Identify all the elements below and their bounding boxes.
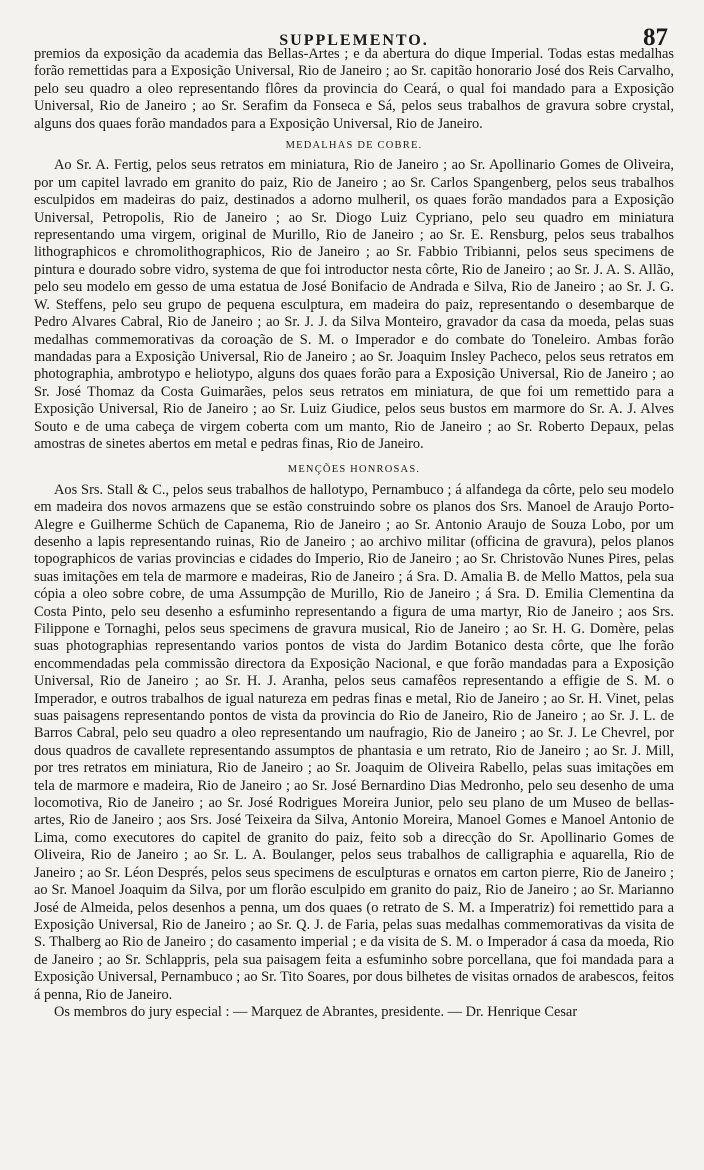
paragraph-copper-medals: Ao Sr. A. Fertig, pelos seus retratos em miniatura, Rio de Janeiro ; ao Sr. Apollinario Gomes de Oliveira, por um capitel lavrado em granito do paiz, Rio de Janeiro ; ao Sr. Carlos Spangenberg, pelos seus trabalhos esculpidos em madeiras do paiz, destinados a adorno mulheril, os quaes forão mandados para a Exposição Universal, Petropolis, Rio de Janeiro ; ao Sr. Diogo Luiz Cypriano, pelo seu quadro em miniatura representando uma virgem, original de Murillo, Rio de Janeiro ; ao Sr. E. Rensburg, pelos seus trabalhos lithographicos e chromolithographicos, Rio de Janeiro ; ao Sr. Fabbio Tribianni, pelos seus specimens de pintura e dourado sobre vidro, systema de que foi introductor nesta côrte, Rio de Janeiro ; ao Sr. J. A. S. Allão, pelo seu modelo em gesso de uma estatua de José Bonifacio de Andrada e Silva, Rio de Janeiro ; ao Sr. J. G. W. Steffens, pelo seu grupo de pequena esculptura, em madeira do paiz, representando o desembarque de Pedro Alvares Cabral, Rio de Janeiro ; ao Sr. J. J. da Silva Monteiro, gravador da casa da moeda, pelas suas medalhas commemorativas da coroação de S. M. o Imperador e do combate do Toneleiro. Ambas forão mandadas para a Exposição Universal, Rio de Janeiro ; ao Sr. Joaquim Insley Pacheco, pelos seus retratos em photographia, ambrotypo e heliotypo, alguns dos quaes forão para a Exposição Universal, Rio de Janeiro ; ao Sr. José Thomaz da Costa Guimarães, pelos seus retratos em miniatura, de que foi um remettido para a Exposição Universal, Rio de Janeiro ; ao Sr. Luiz Giudice, pelos seus bustos em marmore do Sr. A. J. Alves Souto e de uma cabeça de virgem coberta com um manto, Rio de Janeiro ; ao Sr. Roberto Depaux, pelas amostras de sinetes abertos em metal e pedras finas, Rio de Janeiro. — [34, 157, 674, 452]
paragraph-honorable-mentions: Aos Srs. Stall & C., pelos seus trabalhos de hallotypo, Pernambuco ; á alfandega da côrte, pelo seu modelo em madeira dos novos armazens que se estão construindo sobre os planos dos Srs. Manoel de Araujo Porto-Alegre e Guilherme Schüch de Capanema, Rio de Janeiro ; ao Sr. Antonio Araujo de Souza Lobo, por um desenho a lapis representando ruinas, Rio de Janeiro ; ao archivo militar (officina de gravura), pelos planos topographicos de varias provincias e cidades do Imperio, Rio de Janeiro ; ao Sr. Christovão Nunes Pires, pelas suas imitações em tela de marmore e madeiras, Rio de Janeiro ; á Sra. D. Amalia B. de Mello Mattos, pela sua cópia a oleo sobre cobre, de uma Assumpção de Murillo, Rio de Janeiro ; á Sra. D. Emilia Clementina da Costa Pinto, pelo seu desenho a esfuminho representando a figura de uma martyr, Rio de Janeiro ; aos Srs. Filippone e Tornaghi, pelos seus specimens de gravura musical, Rio de Janeiro ; ao Sr. H. G. Domère, pelas suas photographias representando varios pontos de vista do Jardim Botanico desta côrte, que lhe forão encommendadas pela commissão directora da Exposição Nacional, e que forão mandadas para a Exposição Universal, Rio de Janeiro ; ao Sr. H. J. Aranha, pelos seus camafêos representando a effigie de S. M. o Imperador, e outros trabalhos de igual natureza em pedras finas e metal, Rio de Janeiro ; ao Sr. H. Vinet, pelas suas paisagens representando pontos de vista da provincia do Rio de Janeiro, Rio de Janeiro ; ao Sr. J. L. de Barros Cabral, pelo seu quadro a oleo representando um naufragio, Rio de Janeiro ; ao Sr. J. Le Chevrel, por dous quadros de cavallete representando assumptos de phantasia e um retrato, Rio de Janeiro ; ao Sr. J. Mill, por tres retratos em miniatura, Rio de Janeiro ; ao Sr. Joaquim de Oliveira Rabello, pelas suas imitações em tela de marmore e madeira, Rio de Janeiro ; ao Sr. José Bernardino Dias Medronho, pelo seu desenho de uma locomotiva, Rio de Janeiro ; ao Sr. José Rodrigues Moreira Junior, pelo seu plano de um Museo de bellas-artes, Rio de Janeiro ; aos Srs. José Teixeira da Silva, Antonio Moreira, Manoel Gomes e Manoel Antonio de Lima, como executores do capitel de granito do paiz, feito sob a direcção do Sr. Apollinario Gomes de Oliveira, Rio de Janeiro ; ao Sr. L. A. Boulanger, pelos seus trabalhos de calligraphia e aquarella, Rio de Janeiro ; ao Sr. Léon Després, pelos seus specimens de esculpturas e ornatos em carton pierre, Rio de Janeiro ; ao Sr. Manoel Joaquim da Silva, por um florão esculpido em granito do paiz, Rio de Janeiro ; ao Sr. Marianno José de Almeida, pelos desenhos a penna, um dos quaes (o retrato de S. M. a Imperatriz) foi remettido para a Exposição Universal, Rio de Janeiro ; ao Sr. Q. J. de Faria, pelas suas medalhas commemorativas da visita de S. Thalberg ao Rio de Janeiro ; do casamento imperial ; e da visita de S. M. o Imperador á casa da moeda, Rio de Janeiro ; ao Sr. Schlappris, pela sua paisagem feita a esfuminho sobre porcellana, que foi mandada para a Exposição Universal, Pernambuco ; ao Sr. Tito Soares, por dous bilhetes de visitas ornados de arabescos, feitos á penna, Rio de Janeiro. — [34, 481, 674, 1003]
heading-honorable-mentions: MENÇÕES HONROSAS. — [287, 464, 421, 476]
heading-copper-medals: MEDALHAS DE COBRE. — [285, 140, 423, 152]
running-title: SUPPLEMENTO. — [279, 32, 429, 49]
paragraph-closing-signatures: Os membros do jury especial : — Marquez de Abrantes, presidente. — Dr. Henrique Cesar — [54, 1003, 578, 1020]
paragraph-intro: premios da exposição da academia das Bellas-Artes ; e da abertura do dique Imperial. Todas estas medalhas forão remettidas para a Exposição Universal, Rio de Janeiro ; ao Sr. capitão honorario José dos Reis Carvalho, pelo seu quadro a oleo representando flôres da provincia do Ceará, o qual foi mandado para a Exposição Universal, Rio de Janeiro ; ao Sr. Serafim da Fonseca e Sá, pelos seus trabalhos de gravura sobre crystal, alguns dos quaes forão mandados para a Exposição Universal, Rio de Janeiro. — [34, 46, 674, 132]
body-text — [34, 46, 674, 1021]
page-number: 87 — [643, 24, 668, 51]
page-header — [34, 12, 674, 51]
